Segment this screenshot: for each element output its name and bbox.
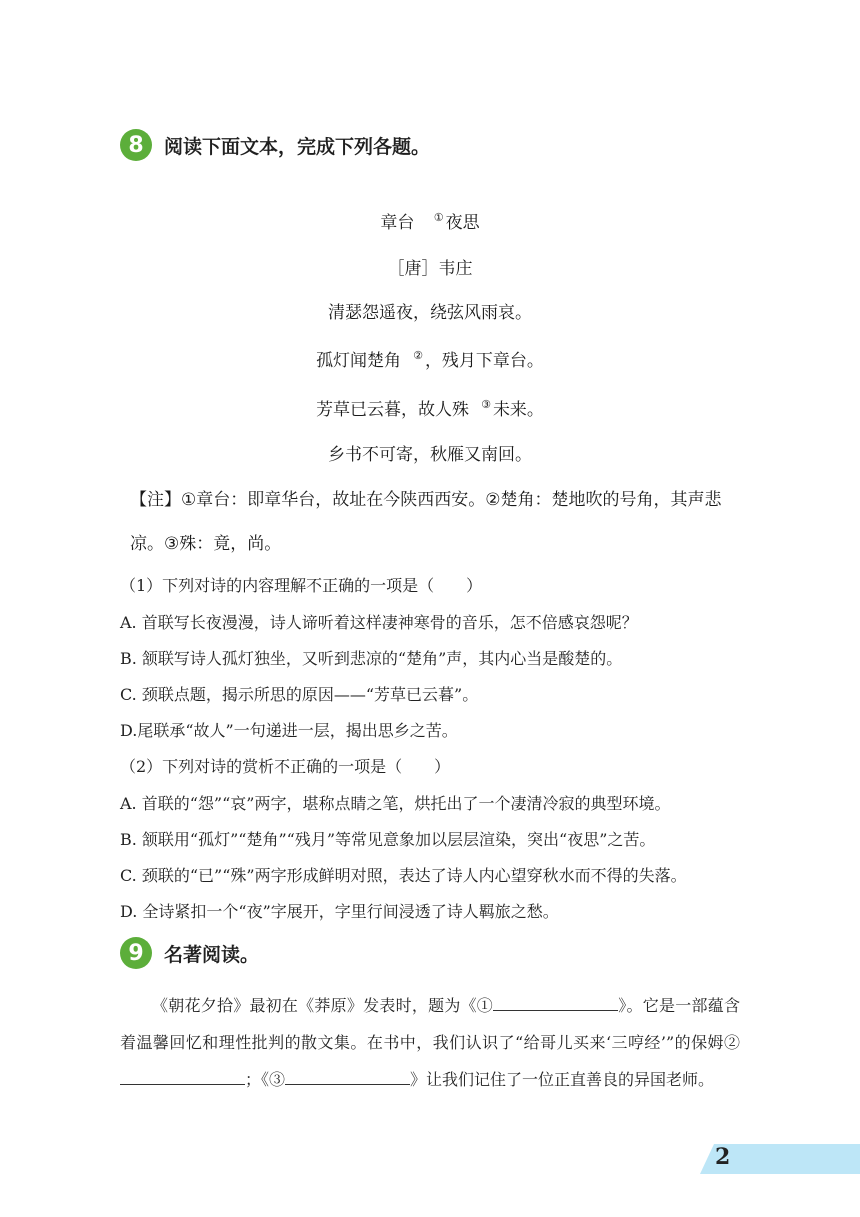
page-number: 2 (715, 1144, 731, 1170)
answer-blank-2[interactable] (120, 1070, 245, 1085)
passage-text: 》让我们记住了一位正直善良的异国老师。 (410, 1070, 715, 1089)
poem-note-continued: 凉。③殊：竟，尚。 (130, 534, 282, 554)
question-8-header (120, 129, 430, 161)
sub-question-stem: （2）下列对诗的赏析不正确的一项是（ ） (120, 757, 451, 776)
poem-line-part: ，残月下章台。 (424, 351, 544, 371)
fill-in-passage (120, 987, 740, 1098)
question-title: 名著阅读。 (164, 943, 260, 966)
footnote-mark: ③ (481, 398, 491, 412)
poem-line: 乡书不可寄，秋雁又南回。 (328, 445, 532, 465)
option-d: D.尾联承“故人”一句递进一层，揭出思乡之苦。 (120, 721, 458, 740)
footnote-mark: ① (433, 211, 444, 225)
sub-question-stem: （1）下列对诗的内容理解不正确的一项是（ ） (120, 576, 483, 595)
option-c: C. 颈联点题，揭示所思的原因——“芳草已云暮”。 (120, 685, 479, 704)
option-a: A. 首联的“怨”“哀”两字，堪称点睛之笔，烘托出了一个凄清冷寂的典型环境。 (120, 794, 671, 813)
poem-line-part: 芳草已云暮，故人殊 (316, 400, 470, 420)
poem-title-text-rest: 夜思 (445, 213, 480, 233)
poem-note: 【注】①章台：即章华台，故址在今陕西西安。②楚角：楚地吹的号角，其声悲 (130, 490, 722, 510)
poem-line-part: 孤灯闻楚角 (316, 351, 402, 371)
answer-blank-3[interactable] (285, 1070, 410, 1085)
poem-line: 清瑟怨遥夜，绕弦风雨哀。 (328, 303, 532, 323)
poem-line (0, 395, 860, 420)
option-c: C. 颈联的“已”“殊”两字形成鲜明对照，表达了诗人内心望穿秋水而不得的失落。 (120, 866, 687, 885)
question-number-badge: 9 (120, 937, 152, 969)
poem-line (0, 346, 860, 371)
poem-title (0, 208, 860, 233)
answer-blank-1[interactable] (493, 996, 618, 1011)
option-b: B. 颔联用“孤灯”“楚角”“残月”等常见意象加以层层渲染，突出“夜思”之苦。 (120, 830, 656, 849)
poem-title-text: 章台 (380, 213, 415, 233)
poem-line-part: 未来。 (492, 400, 544, 420)
question-9-header (120, 937, 259, 969)
option-b: B. 颔联写诗人孤灯独坐，又听到悲凉的“楚角”声，其内心当是酸楚的。 (120, 649, 623, 668)
passage-text: 《朝花夕拾》最初在《莽原》发表时，题为《① (152, 996, 494, 1015)
poem-author: ［唐］韦庄 (387, 259, 473, 279)
option-d: D. 全诗紧扣一个“夜”字展开，字里行间浸透了诗人羁旅之愁。 (120, 902, 559, 921)
question-number-badge: 8 (120, 129, 152, 161)
passage-text: ；《③ (245, 1070, 286, 1089)
option-a: A. 首联写长夜漫漫，诗人谛听着这样凄神寒骨的音乐，怎不倍感哀怨呢？ (120, 613, 638, 632)
footnote-mark: ② (413, 349, 423, 363)
question-title: 阅读下面文本，完成下列各题。 (164, 135, 431, 158)
passage-text: 》。它是一部蕴含着温馨回忆和理性批判的散文集。在书中，我们认识了“给哥儿买来‘三哼经’”的保姆② (120, 996, 740, 1052)
